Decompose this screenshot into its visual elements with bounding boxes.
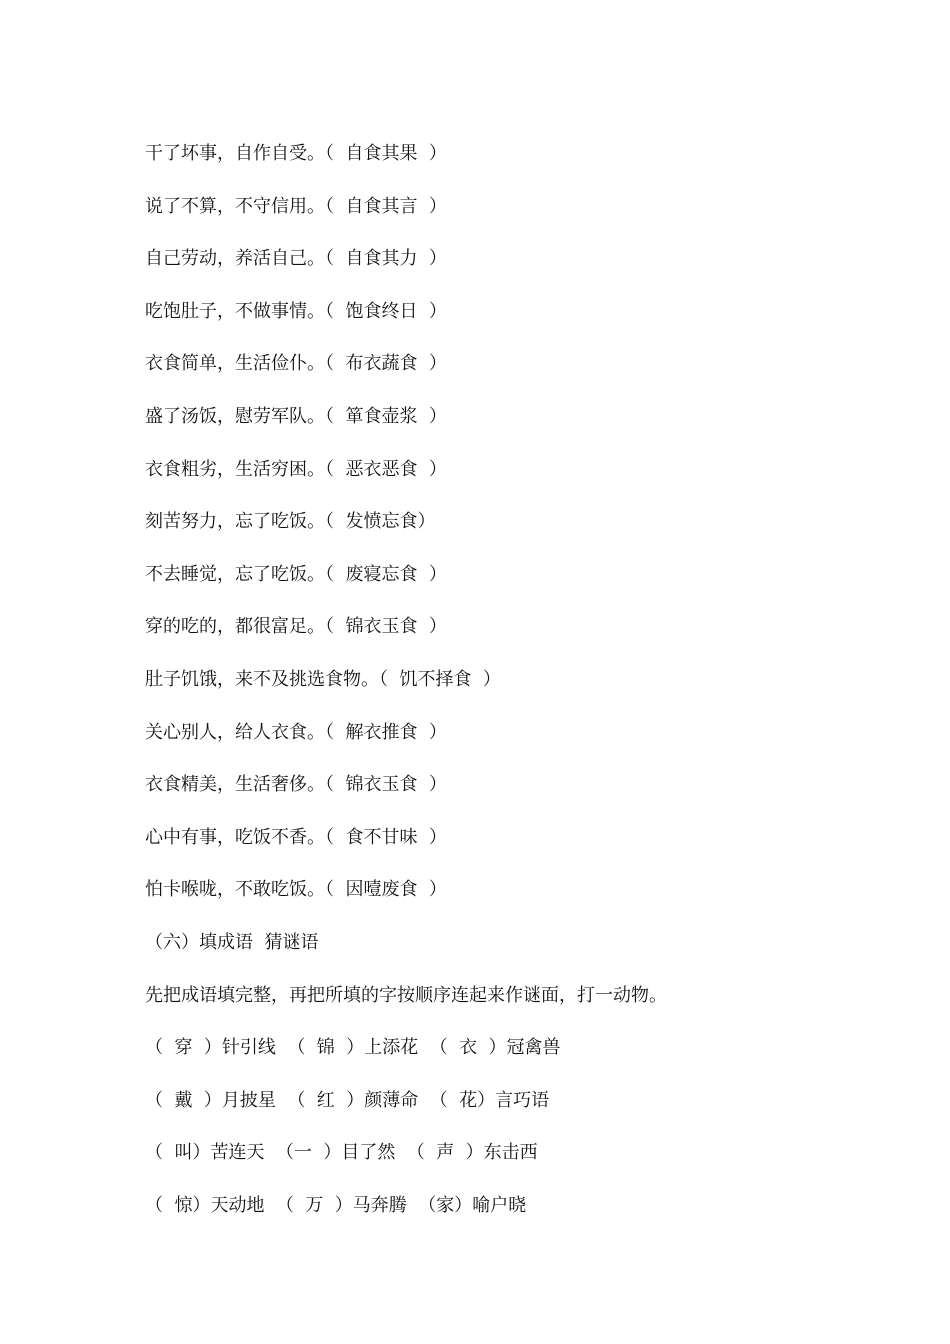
idiom-line: 肚子饥饿，来不及挑选食物。（ 饥不择食 ） — [145, 668, 501, 690]
puzzle-line: （ 叫）苦连天 （一 ）目了然 （ 声 ）东击西 — [145, 1142, 538, 1164]
idiom-line: 衣食精美，生活奢侈。（ 锦衣玉食 ） — [145, 774, 447, 796]
idiom-line: 不去睡觉，忘了吃饭。（ 废寝忘食 ） — [145, 563, 447, 585]
section-heading: （六）填成语 猜谜语 — [145, 931, 319, 953]
idiom-line: 盛了汤饭，慰劳军队。（ 箪食壶浆 ） — [145, 405, 447, 427]
idiom-line: 穿的吃的，都很富足。（ 锦衣玉食 ） — [145, 616, 447, 638]
puzzle-line: （ 惊）天动地 （ 万 ）马奔腾 （家）喻户晓 — [145, 1194, 527, 1216]
idiom-line: 吃饱肚子，不做事情。（ 饱食终日 ） — [145, 300, 447, 322]
idiom-line: 干了坏事，自作自受。（ 自食其果 ） — [145, 143, 447, 164]
document-body — [145, 140, 865, 1244]
puzzle-line: （ 穿 ）针引线 （ 锦 ）上添花 （ 衣 ）冠禽兽 — [145, 1037, 561, 1059]
idiom-line: 衣食简单，生活俭仆。（ 布衣蔬食 ） — [145, 353, 447, 375]
idiom-line: 说了不算，不守信用。（ 自食其言 ） — [145, 195, 447, 217]
idiom-line: 衣食粗劣，生活穷困。（ 恶衣恶食 ） — [145, 458, 447, 480]
puzzle-line: （ 戴 ）月披星 （ 红 ）颜薄命 （ 花）言巧语 — [145, 1089, 550, 1111]
instruction-text: 先把成语填完整，再把所填的字按顺序连起来作谜面，打一动物。 — [145, 984, 667, 1006]
idiom-line: 怕卡喉咙，不敢吃饭。（ 因噎废食 ） — [145, 879, 447, 901]
idiom-line: 自己劳动，养活自己。（ 自食其力 ） — [145, 248, 447, 270]
idiom-line: 刻苦努力，忘了吃饭。（ 发愤忘食） — [145, 511, 436, 533]
idiom-line: 关心别人，给人衣食。（ 解衣推食 ） — [145, 721, 447, 743]
idiom-line: 心中有事，吃饭不香。（ 食不甘味 ） — [145, 826, 447, 848]
